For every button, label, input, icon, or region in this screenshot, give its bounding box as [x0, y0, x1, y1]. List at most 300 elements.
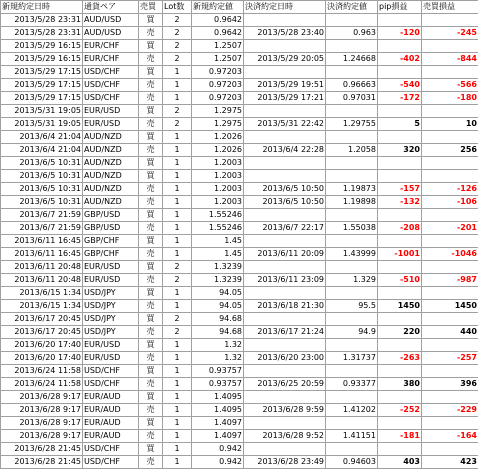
lot-cell: 2: [163, 27, 192, 40]
pip-pl-cell: [378, 235, 422, 248]
lot-cell: 1: [163, 131, 192, 144]
currency-pair-cell: USD/JPY: [83, 300, 139, 313]
open-rate-cell: 1.2975: [192, 118, 244, 131]
header-open-rate: 新規約定値: [192, 1, 244, 14]
currency-pair-cell: USD/CHF: [83, 92, 139, 105]
currency-pair-cell: AUD/NZD: [83, 131, 139, 144]
currency-pair-cell: AUD/NZD: [83, 196, 139, 209]
header-open-datetime: 新規約定日時: [1, 1, 83, 14]
header-row: [1, 1, 478, 14]
pip-pl-cell: [378, 131, 422, 144]
trade-pl-cell: 1450: [422, 300, 478, 313]
open-rate-cell: 1.45: [192, 248, 244, 261]
pip-pl-cell: 320: [378, 144, 422, 157]
trade-pl-cell: [422, 131, 478, 144]
open-rate-cell: 1.2003: [192, 157, 244, 170]
table-row: [1, 92, 478, 105]
lot-cell: 1: [163, 79, 192, 92]
open-datetime-cell: 2013/6/5 10:31: [1, 157, 83, 170]
pip-pl-cell: [378, 365, 422, 378]
open-rate-cell: 0.97203: [192, 79, 244, 92]
close-rate-cell: [326, 131, 378, 144]
pip-pl-cell: -540: [378, 79, 422, 92]
currency-pair-cell: EUR/USD: [83, 105, 139, 118]
side-cell: 売: [139, 456, 163, 469]
trade-pl-cell: [422, 14, 478, 27]
currency-pair-cell: EUR/AUD: [83, 404, 139, 417]
close-rate-cell: 95.5: [326, 300, 378, 313]
table-row: [1, 40, 478, 53]
close-rate-cell: [326, 235, 378, 248]
pip-pl-cell: [378, 313, 422, 326]
currency-pair-cell: AUD/NZD: [83, 144, 139, 157]
open-rate-cell: 1.4097: [192, 417, 244, 430]
open-rate-cell: 0.93757: [192, 378, 244, 391]
trade-pl-cell: 440: [422, 326, 478, 339]
open-rate-cell: 0.9642: [192, 27, 244, 40]
table-row: [1, 170, 478, 183]
lot-cell: 2: [163, 118, 192, 131]
open-rate-cell: 1.45: [192, 235, 244, 248]
open-datetime-cell: 2013/5/31 19:05: [1, 105, 83, 118]
header-close-rate: 決済約定値: [326, 1, 378, 14]
close-datetime-cell: 2013/6/17 21:24: [244, 326, 326, 339]
trade-pl-cell: -106: [422, 196, 478, 209]
close-rate-cell: 1.41202: [326, 404, 378, 417]
trade-pl-cell: 10: [422, 118, 478, 131]
close-rate-cell: [326, 40, 378, 53]
open-rate-cell: 1.2003: [192, 170, 244, 183]
currency-pair-cell: GBP/USD: [83, 209, 139, 222]
side-cell: 買: [139, 417, 163, 430]
pip-pl-cell: -172: [378, 92, 422, 105]
open-datetime-cell: 2013/5/29 17:15: [1, 66, 83, 79]
side-cell: 買: [139, 14, 163, 27]
close-rate-cell: [326, 313, 378, 326]
open-rate-cell: 0.942: [192, 443, 244, 456]
open-rate-cell: 1.2003: [192, 183, 244, 196]
lot-cell: 1: [163, 378, 192, 391]
table-row: [1, 209, 478, 222]
open-datetime-cell: 2013/5/29 17:15: [1, 92, 83, 105]
close-rate-cell: 1.24668: [326, 53, 378, 66]
close-datetime-cell: 2013/6/4 22:28: [244, 144, 326, 157]
open-datetime-cell: 2013/6/15 1:34: [1, 287, 83, 300]
currency-pair-cell: GBP/CHF: [83, 235, 139, 248]
table-row: [1, 274, 478, 287]
lot-cell: 1: [163, 157, 192, 170]
close-rate-cell: [326, 417, 378, 430]
close-rate-cell: [326, 365, 378, 378]
table-row: [1, 118, 478, 131]
currency-pair-cell: USD/JPY: [83, 313, 139, 326]
close-rate-cell: [326, 14, 378, 27]
currency-pair-cell: EUR/USD: [83, 261, 139, 274]
close-datetime-cell: 2013/6/25 20:59: [244, 378, 326, 391]
pip-pl-cell: [378, 157, 422, 170]
pip-pl-cell: [378, 170, 422, 183]
trade-pl-cell: [422, 40, 478, 53]
close-rate-cell: 0.93377: [326, 378, 378, 391]
currency-pair-cell: EUR/AUD: [83, 417, 139, 430]
close-datetime-cell: [244, 66, 326, 79]
side-cell: 売: [139, 92, 163, 105]
open-rate-cell: 1.4095: [192, 391, 244, 404]
lot-cell: 1: [163, 209, 192, 222]
close-rate-cell: [326, 391, 378, 404]
side-cell: 買: [139, 287, 163, 300]
trade-pl-cell: -126: [422, 183, 478, 196]
open-rate-cell: 94.05: [192, 287, 244, 300]
header-currency-pair: 通貨ペア: [83, 1, 139, 14]
open-datetime-cell: 2013/6/5 10:31: [1, 183, 83, 196]
lot-cell: 1: [163, 365, 192, 378]
table-row: [1, 14, 478, 27]
lot-cell: 1: [163, 248, 192, 261]
open-datetime-cell: 2013/6/17 20:45: [1, 326, 83, 339]
close-rate-cell: 1.329: [326, 274, 378, 287]
side-cell: 買: [139, 131, 163, 144]
side-cell: 買: [139, 105, 163, 118]
side-cell: 買: [139, 170, 163, 183]
side-cell: 売: [139, 27, 163, 40]
close-rate-cell: 0.97031: [326, 92, 378, 105]
currency-pair-cell: EUR/USD: [83, 118, 139, 131]
currency-pair-cell: AUD/NZD: [83, 157, 139, 170]
trade-pl-cell: -1046: [422, 248, 478, 261]
lot-cell: 1: [163, 287, 192, 300]
currency-pair-cell: AUD/USD: [83, 27, 139, 40]
close-datetime-cell: [244, 313, 326, 326]
open-datetime-cell: 2013/5/28 23:31: [1, 27, 83, 40]
close-datetime-cell: [244, 365, 326, 378]
table-row: [1, 261, 478, 274]
side-cell: 売: [139, 248, 163, 261]
open-rate-cell: 94.05: [192, 300, 244, 313]
close-datetime-cell: [244, 157, 326, 170]
close-rate-cell: [326, 170, 378, 183]
close-datetime-cell: 2013/5/29 19:51: [244, 79, 326, 92]
table-row: [1, 222, 478, 235]
header-close-datetime: 決済約定日時: [244, 1, 326, 14]
table-row: [1, 53, 478, 66]
close-rate-cell: 1.55038: [326, 222, 378, 235]
table-row: [1, 287, 478, 300]
table-row: [1, 417, 478, 430]
open-rate-cell: 94.68: [192, 313, 244, 326]
close-rate-cell: 1.41151: [326, 430, 378, 443]
side-cell: 買: [139, 261, 163, 274]
pip-pl-cell: [378, 287, 422, 300]
close-datetime-cell: 2013/6/18 21:30: [244, 300, 326, 313]
open-datetime-cell: 2013/6/28 9:17: [1, 391, 83, 404]
close-rate-cell: [326, 443, 378, 456]
open-rate-cell: 1.55246: [192, 222, 244, 235]
currency-pair-cell: EUR/CHF: [83, 40, 139, 53]
lot-cell: 1: [163, 404, 192, 417]
close-datetime-cell: [244, 131, 326, 144]
trade-pl-cell: [422, 417, 478, 430]
currency-pair-cell: AUD/NZD: [83, 183, 139, 196]
side-cell: 買: [139, 313, 163, 326]
close-datetime-cell: 2013/6/28 23:49: [244, 456, 326, 469]
table-row: [1, 144, 478, 157]
trade-pl-cell: -566: [422, 79, 478, 92]
currency-pair-cell: EUR/USD: [83, 274, 139, 287]
lot-cell: 1: [163, 391, 192, 404]
pip-pl-cell: 5: [378, 118, 422, 131]
trade-pl-cell: [422, 365, 478, 378]
close-datetime-cell: [244, 417, 326, 430]
open-rate-cell: 0.97203: [192, 66, 244, 79]
pip-pl-cell: -252: [378, 404, 422, 417]
close-rate-cell: 0.94603: [326, 456, 378, 469]
side-cell: 買: [139, 40, 163, 53]
currency-pair-cell: EUR/AUD: [83, 391, 139, 404]
lot-cell: 2: [163, 53, 192, 66]
open-datetime-cell: 2013/6/28 21:45: [1, 456, 83, 469]
pip-pl-cell: [378, 105, 422, 118]
open-datetime-cell: 2013/6/15 1:34: [1, 300, 83, 313]
close-datetime-cell: 2013/5/29 17:21: [244, 92, 326, 105]
table-row: [1, 235, 478, 248]
open-datetime-cell: 2013/5/28 23:31: [1, 14, 83, 27]
header-lot: Lot数: [163, 1, 192, 14]
close-datetime-cell: [244, 443, 326, 456]
close-datetime-cell: 2013/6/28 9:59: [244, 404, 326, 417]
open-datetime-cell: 2013/6/7 21:59: [1, 209, 83, 222]
table-row: [1, 66, 478, 79]
lot-cell: 1: [163, 456, 192, 469]
trade-pl-cell: [422, 170, 478, 183]
side-cell: 売: [139, 144, 163, 157]
trade-pl-cell: [422, 157, 478, 170]
table-row: [1, 404, 478, 417]
trade-pl-cell: [422, 261, 478, 274]
trade-pl-cell: [422, 313, 478, 326]
trade-pl-cell: [422, 209, 478, 222]
lot-cell: 1: [163, 92, 192, 105]
pip-pl-cell: -181: [378, 430, 422, 443]
open-datetime-cell: 2013/6/4 21:04: [1, 144, 83, 157]
lot-cell: 2: [163, 274, 192, 287]
side-cell: 売: [139, 118, 163, 131]
trade-pl-cell: 423: [422, 456, 478, 469]
table-row: [1, 391, 478, 404]
trade-pl-cell: -987: [422, 274, 478, 287]
table-row: [1, 443, 478, 456]
open-datetime-cell: 2013/6/28 9:17: [1, 430, 83, 443]
open-rate-cell: 0.97203: [192, 92, 244, 105]
trade-pl-cell: -229: [422, 404, 478, 417]
side-cell: 買: [139, 339, 163, 352]
trade-pl-cell: -164: [422, 430, 478, 443]
table-row: [1, 79, 478, 92]
currency-pair-cell: GBP/CHF: [83, 248, 139, 261]
close-datetime-cell: 2013/6/5 10:50: [244, 196, 326, 209]
pip-pl-cell: -157: [378, 183, 422, 196]
lot-cell: 1: [163, 144, 192, 157]
lot-cell: 1: [163, 417, 192, 430]
close-datetime-cell: [244, 287, 326, 300]
open-datetime-cell: 2013/6/11 20:48: [1, 274, 83, 287]
open-rate-cell: 1.4095: [192, 404, 244, 417]
side-cell: 買: [139, 209, 163, 222]
currency-pair-cell: USD/CHF: [83, 443, 139, 456]
pip-pl-cell: [378, 417, 422, 430]
open-datetime-cell: 2013/5/29 17:15: [1, 79, 83, 92]
pip-pl-cell: [378, 14, 422, 27]
close-datetime-cell: 2013/5/28 23:40: [244, 27, 326, 40]
open-datetime-cell: 2013/6/17 20:45: [1, 313, 83, 326]
open-datetime-cell: 2013/6/20 17:40: [1, 339, 83, 352]
close-datetime-cell: 2013/5/29 20:05: [244, 53, 326, 66]
close-datetime-cell: [244, 105, 326, 118]
open-datetime-cell: 2013/6/28 9:17: [1, 417, 83, 430]
trade-pl-cell: [422, 443, 478, 456]
open-datetime-cell: 2013/6/5 10:31: [1, 196, 83, 209]
close-rate-cell: 1.43999: [326, 248, 378, 261]
open-datetime-cell: 2013/5/29 16:15: [1, 53, 83, 66]
currency-pair-cell: EUR/CHF: [83, 53, 139, 66]
close-rate-cell: 1.19873: [326, 183, 378, 196]
side-cell: 売: [139, 352, 163, 365]
close-rate-cell: [326, 66, 378, 79]
open-rate-cell: 1.2507: [192, 53, 244, 66]
lot-cell: 1: [163, 170, 192, 183]
pip-pl-cell: 1450: [378, 300, 422, 313]
close-rate-cell: [326, 209, 378, 222]
open-datetime-cell: 2013/6/24 11:58: [1, 365, 83, 378]
trade-pl-cell: -257: [422, 352, 478, 365]
open-rate-cell: 1.4097: [192, 430, 244, 443]
pip-pl-cell: -120: [378, 27, 422, 40]
open-datetime-cell: 2013/6/7 21:59: [1, 222, 83, 235]
close-rate-cell: 0.96663: [326, 79, 378, 92]
trade-pl-cell: [422, 66, 478, 79]
table-row: [1, 248, 478, 261]
open-datetime-cell: 2013/6/4 21:04: [1, 131, 83, 144]
open-datetime-cell: 2013/6/28 21:45: [1, 443, 83, 456]
lot-cell: 1: [163, 235, 192, 248]
trade-pl-cell: [422, 339, 478, 352]
open-rate-cell: 0.93757: [192, 365, 244, 378]
open-rate-cell: 1.55246: [192, 209, 244, 222]
open-rate-cell: 1.3239: [192, 261, 244, 274]
lot-cell: 1: [163, 183, 192, 196]
lot-cell: 2: [163, 40, 192, 53]
lot-cell: 2: [163, 261, 192, 274]
pip-pl-cell: -1001: [378, 248, 422, 261]
pip-pl-cell: 403: [378, 456, 422, 469]
open-datetime-cell: 2013/6/11 20:48: [1, 261, 83, 274]
side-cell: 売: [139, 79, 163, 92]
side-cell: 買: [139, 66, 163, 79]
pip-pl-cell: [378, 209, 422, 222]
currency-pair-cell: EUR/USD: [83, 339, 139, 352]
side-cell: 買: [139, 365, 163, 378]
open-datetime-cell: 2013/6/11 16:45: [1, 248, 83, 261]
side-cell: 売: [139, 326, 163, 339]
lot-cell: 2: [163, 326, 192, 339]
side-cell: 売: [139, 222, 163, 235]
table-row: [1, 326, 478, 339]
currency-pair-cell: USD/CHF: [83, 79, 139, 92]
close-datetime-cell: [244, 235, 326, 248]
table-row: [1, 105, 478, 118]
open-rate-cell: 1.2507: [192, 40, 244, 53]
side-cell: 売: [139, 378, 163, 391]
pip-pl-cell: -208: [378, 222, 422, 235]
side-cell: 売: [139, 430, 163, 443]
close-rate-cell: [326, 105, 378, 118]
open-datetime-cell: 2013/6/11 16:45: [1, 235, 83, 248]
table-row: [1, 183, 478, 196]
pip-pl-cell: [378, 261, 422, 274]
trade-pl-cell: -180: [422, 92, 478, 105]
pip-pl-cell: -510: [378, 274, 422, 287]
table-row: [1, 378, 478, 391]
close-rate-cell: [326, 157, 378, 170]
side-cell: 売: [139, 274, 163, 287]
table-row: [1, 313, 478, 326]
close-rate-cell: [326, 339, 378, 352]
close-datetime-cell: [244, 391, 326, 404]
trade-pl-cell: [422, 235, 478, 248]
open-rate-cell: 1.2026: [192, 131, 244, 144]
close-datetime-cell: 2013/6/20 23:00: [244, 352, 326, 365]
table-row: [1, 27, 478, 40]
trade-pl-cell: [422, 105, 478, 118]
table-row: [1, 196, 478, 209]
side-cell: 売: [139, 183, 163, 196]
close-datetime-cell: 2013/6/28 9:52: [244, 430, 326, 443]
close-datetime-cell: [244, 14, 326, 27]
side-cell: 買: [139, 157, 163, 170]
table-row: [1, 131, 478, 144]
lot-cell: 1: [163, 430, 192, 443]
trade-pl-cell: -844: [422, 53, 478, 66]
lot-cell: 1: [163, 300, 192, 313]
currency-pair-cell: EUR/USD: [83, 352, 139, 365]
open-datetime-cell: 2013/6/20 17:40: [1, 352, 83, 365]
close-datetime-cell: 2013/5/31 22:42: [244, 118, 326, 131]
table-row: [1, 352, 478, 365]
table-row: [1, 456, 478, 469]
trade-pl-cell: [422, 391, 478, 404]
close-datetime-cell: [244, 261, 326, 274]
close-rate-cell: 94.9: [326, 326, 378, 339]
open-datetime-cell: 2013/5/31 19:05: [1, 118, 83, 131]
table-row: [1, 157, 478, 170]
pip-pl-cell: [378, 391, 422, 404]
table-row: [1, 365, 478, 378]
currency-pair-cell: EUR/AUD: [83, 430, 139, 443]
side-cell: 買: [139, 235, 163, 248]
currency-pair-cell: USD/CHF: [83, 456, 139, 469]
currency-pair-cell: GBP/USD: [83, 222, 139, 235]
currency-pair-cell: USD/CHF: [83, 365, 139, 378]
open-rate-cell: 0.942: [192, 456, 244, 469]
open-datetime-cell: 2013/5/29 16:15: [1, 40, 83, 53]
pip-pl-cell: 220: [378, 326, 422, 339]
open-datetime-cell: 2013/6/5 10:31: [1, 170, 83, 183]
trade-pl-cell: [422, 287, 478, 300]
lot-cell: 1: [163, 443, 192, 456]
close-rate-cell: 1.19898: [326, 196, 378, 209]
trade-pl-cell: 396: [422, 378, 478, 391]
open-rate-cell: 1.32: [192, 352, 244, 365]
